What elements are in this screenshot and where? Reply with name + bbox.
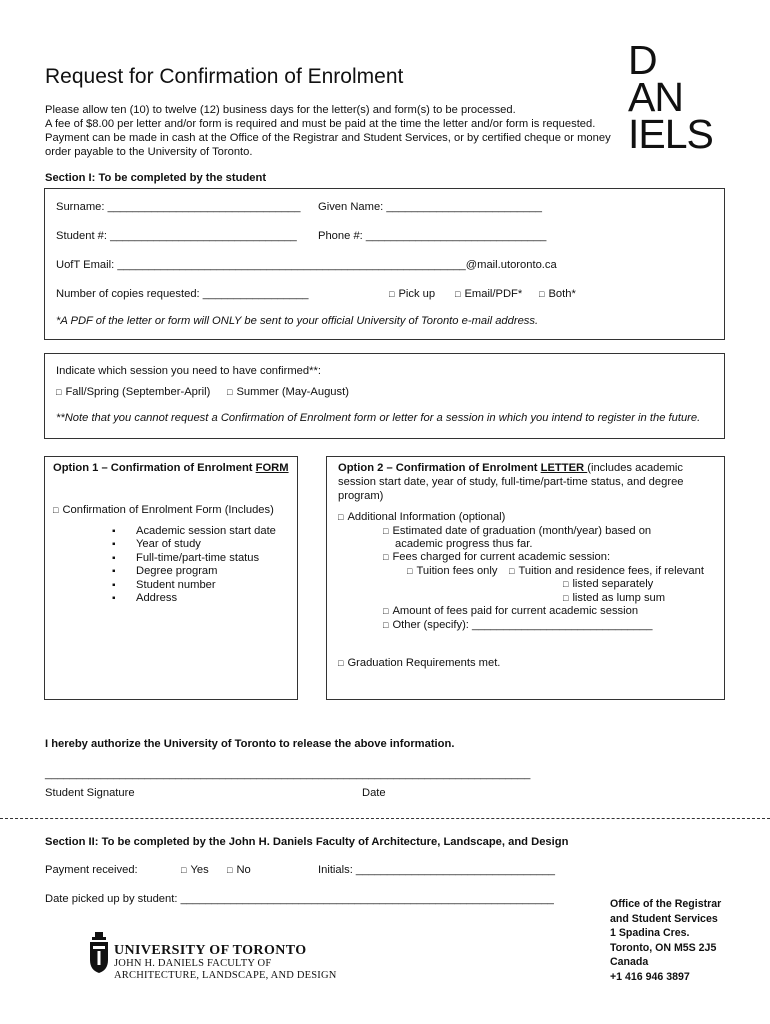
listed-lump-checkbox[interactable]: □ [563, 593, 569, 603]
faculty-line-1: JOHN H. DANIELS FACULTY OF [114, 958, 272, 969]
crest-icon [88, 932, 110, 974]
tuition-only-option[interactable] [407, 564, 498, 578]
option1-checkbox-row[interactable] [53, 503, 274, 517]
intro-paragraph [45, 103, 611, 159]
logo-line-3: IELS [628, 111, 713, 157]
payment-yes-checkbox[interactable]: □ [181, 865, 187, 875]
uoft-crest [88, 932, 110, 974]
payment-no-label: No [236, 864, 251, 876]
signature-label: Student Signature [45, 787, 135, 799]
uoft-wordmark [114, 943, 337, 982]
fees-charged-label: Fees charged for current academic session: [392, 551, 611, 563]
option1-heading-text: Option 1 – Confirmation of Enrolment [53, 462, 256, 474]
payment-yes-label: Yes [190, 864, 209, 876]
option2-desc-2: program) [338, 490, 384, 502]
intro-line-3: Payment can be made in cash at the Office of the Registrar and Student Services, or by certified cheque or money [45, 132, 611, 144]
grad-date-option[interactable] [383, 524, 651, 538]
both-label: Both* [548, 288, 576, 300]
listed-lump-option[interactable] [563, 591, 665, 605]
address-line: Toronto, ON M5S 2J5 [610, 941, 717, 954]
listed-separately-checkbox[interactable]: □ [563, 579, 569, 589]
address-line: and Student Services [610, 912, 718, 925]
logo-line-2: AN [628, 74, 683, 120]
address-line: Office of the Registrar [610, 898, 722, 910]
option1-includes-list [112, 525, 276, 605]
address-line: Canada [610, 956, 649, 969]
faculty-line-2: ARCHITECTURE, LANDSCAPE, AND DESIGN [114, 970, 337, 981]
logo-line-1: D [628, 37, 657, 83]
section-divider [0, 818, 770, 819]
session-note: **Note that you cannot request a Confirmation of Enrolment form or letter for a session in which you intend to register in the future. [56, 412, 701, 424]
section2-heading: Section II: To be completed by the John H. Daniels Faculty of Architecture, Landscape, and Design [45, 836, 569, 848]
fees-charged-checkbox[interactable]: □ [383, 552, 389, 562]
amount-paid-checkbox[interactable]: □ [383, 606, 389, 616]
payment-no-option[interactable] [227, 863, 251, 877]
grad-date-label: Estimated date of graduation (month/year) based on [392, 525, 652, 537]
list-item: ▪ Address [112, 592, 276, 605]
list-item: ▪ Academic session start date [112, 525, 276, 538]
pickup-checkbox[interactable]: □ [389, 289, 395, 299]
both-checkbox[interactable]: □ [539, 289, 545, 299]
grad-req-checkbox[interactable]: □ [338, 658, 344, 668]
summer-option[interactable] [227, 385, 349, 399]
listed-separately-option[interactable] [563, 577, 653, 591]
address-line: +1 416 946 3897 [610, 970, 690, 983]
grad-req-option[interactable] [338, 656, 500, 670]
other-option[interactable] [383, 618, 652, 632]
copies-field[interactable]: Number of copies requested: _________________ [56, 288, 309, 300]
intro-line-1: Please allow ten (10) to twelve (12) business days for the letter(s) and form(s) to be processed. [45, 104, 516, 116]
date-label: Date [362, 787, 386, 799]
summer-label: Summer (May-August) [236, 386, 349, 398]
list-item: ▪ Year of study [112, 538, 276, 551]
authorization-statement: I hereby authorize the University of Toronto to release the above information. [45, 738, 455, 750]
amount-paid-label: Amount of fees paid for current academic session [392, 605, 639, 617]
page-title: Request for Confirmation of Enrolment [45, 65, 404, 88]
registrar-address [610, 897, 721, 985]
pickup-option[interactable] [389, 287, 435, 301]
address-line: 1 Spadina Cres. [610, 927, 690, 940]
tuition-only-checkbox[interactable]: □ [407, 566, 413, 576]
both-option[interactable] [539, 287, 576, 301]
email-pdf-option[interactable] [455, 287, 522, 301]
fees-charged-option[interactable] [383, 550, 610, 564]
signature-line[interactable]: ______________________________________________________________________________ [45, 768, 531, 780]
payment-no-checkbox[interactable]: □ [227, 865, 233, 875]
option2-heading [338, 461, 683, 475]
additional-info-checkbox[interactable]: □ [338, 512, 344, 522]
listed-lump-label: listed as lump sum [572, 592, 666, 604]
option1-heading [53, 461, 289, 475]
picked-up-field[interactable]: Date picked up by student: ____________________________________________________________ [45, 893, 554, 905]
email-pdf-checkbox[interactable]: □ [455, 289, 461, 299]
daniels-logo [628, 37, 713, 157]
uoft-email-field[interactable]: UofT Email: ________________________________________________________@mail.utoronto.ca [56, 259, 557, 271]
summer-checkbox[interactable]: □ [227, 387, 233, 397]
list-item: ▪ Degree program [112, 565, 276, 578]
session-prompt: Indicate which session you need to have confirmed**: [56, 365, 321, 377]
tuition-only-label: Tuition fees only [416, 565, 498, 577]
fall-spring-checkbox[interactable]: □ [56, 387, 62, 397]
given-name-field[interactable]: Given Name: _________________________ [318, 201, 542, 213]
grad-req-label: Graduation Requirements met. [347, 657, 501, 669]
grad-date-checkbox[interactable]: □ [383, 526, 389, 536]
intro-line-2: A fee of $8.00 per letter and/or form is required and must be paid at the time the letter and/or form is requested. [45, 118, 596, 130]
option1-heading-form: FORM [255, 462, 289, 474]
section1-heading: Section I: To be completed by the student [45, 172, 267, 184]
option2-heading-letter: LETTER [540, 462, 588, 474]
grad-date-label-2: academic progress thus far. [395, 538, 533, 550]
tuition-residence-checkbox[interactable]: □ [509, 566, 515, 576]
payment-yes-option[interactable] [181, 863, 209, 877]
listed-separately-label: listed separately [572, 578, 654, 590]
fall-spring-label: Fall/Spring (September-April) [65, 386, 211, 398]
list-item: ▪ Full-time/part-time status [112, 552, 276, 565]
additional-info-option[interactable] [338, 510, 505, 524]
email-pdf-label: Email/PDF* [464, 288, 523, 300]
option2-desc-1: session start date, year of study, full-time/part-time status, and degree [338, 476, 684, 488]
pickup-label: Pick up [398, 288, 436, 300]
option1-checkbox[interactable]: □ [53, 505, 59, 515]
fall-spring-option[interactable] [56, 385, 210, 399]
tuition-residence-option[interactable] [509, 564, 704, 578]
student-number-field[interactable]: Student #: ______________________________ [56, 230, 297, 242]
list-item: ▪ Student number [112, 579, 276, 592]
phone-field[interactable]: Phone #: _____________________________ [318, 230, 547, 242]
tuition-residence-label: Tuition and residence fees, if relevant [518, 565, 704, 577]
intro-line-4: order payable to the University of Toronto. [45, 146, 253, 158]
payment-received-label: Payment received: [45, 864, 138, 876]
surname-field[interactable]: Surname: _______________________________ [56, 201, 301, 213]
option2-heading-rest: (includes academic [587, 462, 684, 474]
uoft-name: UNIVERSITY OF TORONTO [114, 943, 307, 958]
additional-info-label: Additional Information (optional) [347, 511, 506, 523]
initials-field[interactable]: Initials: ________________________________ [318, 864, 556, 876]
option1-checkbox-label: Confirmation of Enrolment Form (Includes) [62, 504, 274, 516]
other-label: Other (specify): _____________________________ [392, 619, 653, 631]
option2-heading-text: Option 2 – Confirmation of Enrolment [338, 462, 541, 474]
pdf-note: *A PDF of the letter or form will ONLY be sent to your official University of Toronto e-mail address. [56, 315, 539, 327]
amount-paid-option[interactable] [383, 604, 638, 618]
other-checkbox[interactable]: □ [383, 620, 389, 630]
